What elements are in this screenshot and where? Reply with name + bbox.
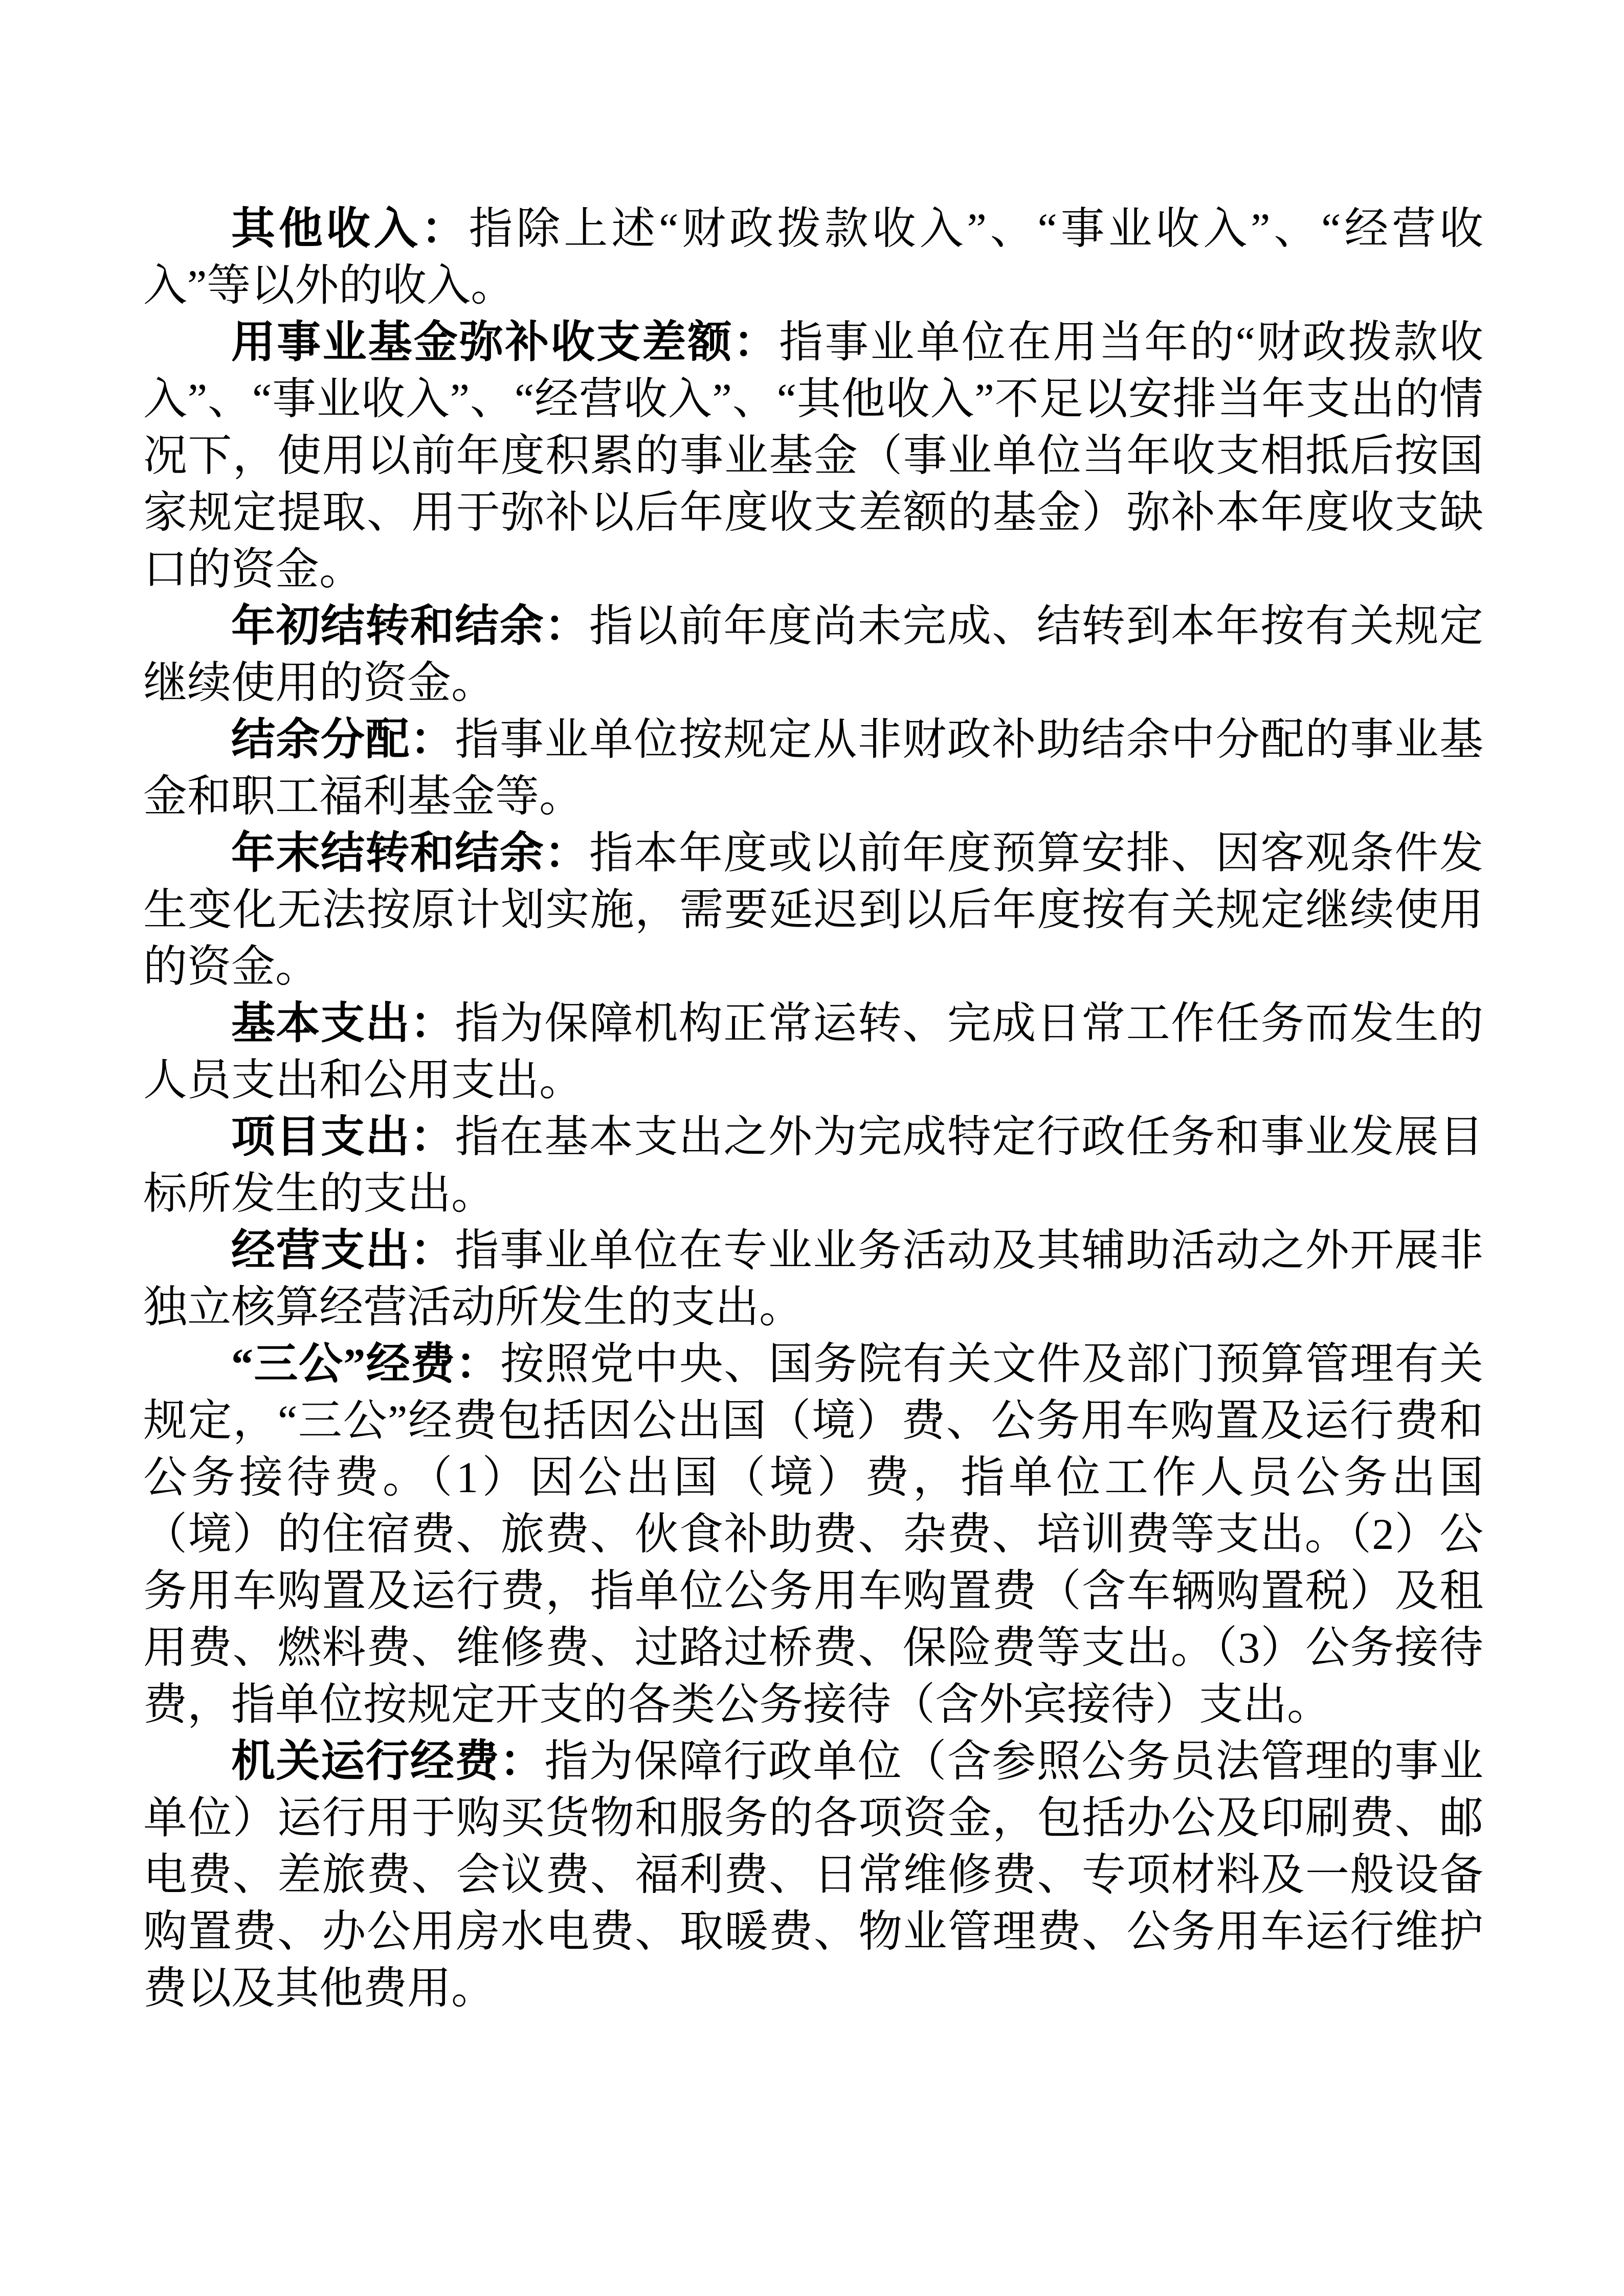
definition-paragraph [143,1109,1483,1222]
definition-text: 指除上述“财政拨款收入”、“事业收入”、“经营收入”等以外的收入。 [143,204,1484,310]
term-label: 年初结转和结余： [231,601,589,650]
definition-paragraph [143,825,1483,995]
definition-text: 指为保障行政单位（含参照公务员法管理的事业单位）运行用于购买货物和服务的各项资金，包括办公及印刷费、邮电费、差旅费、会议费、福利费、日常维修费、专项材料及一般设备购置费、办公用房水电费、取暖费、物业管理费、公务用车运行维护费以及其他费用。 [143,1737,1484,2013]
definition-paragraph [143,995,1483,1109]
definition-paragraph [143,1336,1483,1733]
term-label: “三公”经费： [231,1339,500,1388]
term-label: 项目支出： [231,1112,455,1161]
definition-paragraph [143,1733,1483,2017]
definition-text: 指事业单位按规定从非财政补助结余中分配的事业基金和职工福利基金等。 [143,715,1484,821]
definition-text: 指在基本支出之外为完成特定行政任务和事业发展目标所发生的支出。 [143,1112,1484,1218]
definition-text: 指为保障机构正常运转、完成日常工作任务而发生的人员支出和公用支出。 [143,999,1484,1105]
definition-text: 指事业单位在专业业务活动及其辅助活动之外开展非独立核算经营活动所发生的支出。 [143,1226,1484,1332]
term-label: 其他收入： [231,204,469,253]
definition-text: 按照党中央、国务院有关文件及部门预算管理有关规定，“三公”经费包括因公出国（境）费、公务用车购置及运行费和公务接待费。（1）因公出国（境）费，指单位工作人员公务出国（境）的住宿费、旅费、伙食补助费、杂费、培训费等支出。（2）公务用车购置及运行费，指单位公务用车购置费（含车辆购置税）及租用费、燃料费、维修费、过路过桥费、保险费等支出。（3）公务接待费，指单位按规定开支的各类公务接待（含外宾接待）支出。 [143,1339,1483,1729]
definition-text: 指本年度或以前年度预算安排、因客观条件发生变化无法按原计划实施，需要延迟到以后年度按有关规定继续使用的资金。 [143,828,1484,991]
term-label: 用事业基金弥补收支差额： [231,318,780,367]
definition-paragraph [143,200,1483,314]
document-body [143,200,1483,2017]
definition-paragraph [143,1222,1483,1336]
term-label: 结余分配： [231,715,455,764]
definition-text: 指以前年度尚未完成、结转到本年按有关规定继续使用的资金。 [143,601,1484,707]
term-label: 年末结转和结余： [231,828,589,877]
definition-paragraph [143,314,1483,598]
term-label: 经营支出： [231,1226,455,1275]
definition-text: 指事业单位在用当年的“财政拨款收入”、“事业收入”、“经营收入”、“其他收入”不足以安排当年支出的情况下，使用以前年度积累的事业基金（事业单位当年收支相抵后按国家规定提取、用于弥补以后年度收支差额的基金）弥补本年度收支缺口的资金。 [143,318,1484,594]
definition-paragraph [143,598,1483,711]
definition-paragraph [143,711,1483,825]
term-label: 机关运行经费： [231,1737,545,1786]
term-label: 基本支出： [231,999,455,1048]
